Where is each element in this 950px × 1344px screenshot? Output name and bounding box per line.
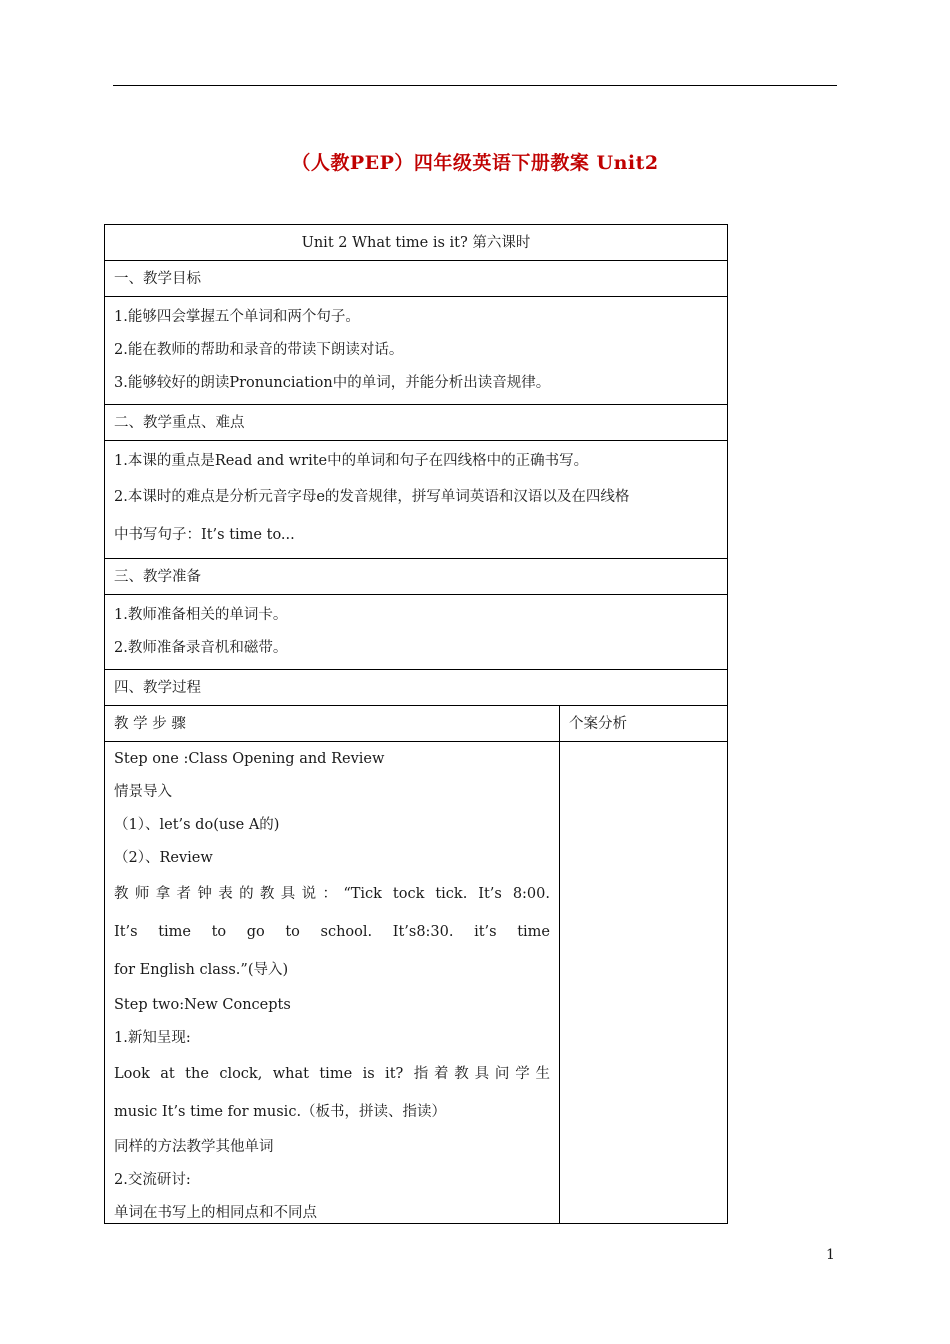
preparation-heading: 三、教学准备 [114, 569, 201, 585]
step-line: 单词在书写上的相同点和不同点 [114, 1205, 317, 1221]
preparation-item: 1.教师准备相关的单词卡。 [114, 607, 288, 623]
step-line: music It’s time for music.（板书，拼读、指读） [114, 1104, 447, 1120]
step-line: 同样的方法教学其他单词 [114, 1139, 274, 1155]
objective-item: 3.能够较好的朗读Pronunciation中的单词，并能分析出读音规律。 [114, 375, 551, 391]
step-line: （2）、Review [114, 850, 213, 866]
lesson-plan-table [104, 224, 728, 1224]
step-line: Step two:New Concepts [114, 997, 291, 1013]
key-points-heading-row [105, 405, 727, 441]
document-title: （人教PEP）四年级英语下册教案 Unit2 [291, 152, 659, 174]
key-point-item: 中书写句子：It’s time to... [114, 527, 295, 543]
key-points-content-row [105, 441, 727, 559]
key-points-heading: 二、教学重点、难点 [114, 415, 245, 431]
objective-item: 2.能在教师的帮助和录音的带读下朗读对话。 [114, 342, 404, 358]
preparation-item: 2.教师准备录音机和磁带。 [114, 640, 288, 656]
analysis-column [560, 742, 727, 1223]
preparation-content-row [105, 595, 727, 670]
step-line: 1.新知呈现: [114, 1030, 191, 1046]
analysis-column-header: 个案分析 [569, 716, 627, 732]
objectives-content-row [105, 297, 727, 405]
key-point-item: 1.本课的重点是Read and write中的单词和句子在四线格中的正确书写。 [114, 453, 589, 469]
objectives-heading-row [105, 261, 727, 297]
lesson-title-row [105, 225, 727, 261]
step-line: Look at the clock, what time is it? 指着教具问学生 [114, 1066, 550, 1082]
header-rule [113, 85, 837, 86]
page-number: 1 [826, 1247, 835, 1263]
step-line: 情景导入 [114, 784, 172, 800]
key-point-item: 2.本课时的难点是分析元音字母e的发音规律，拼写单词英语和汉语以及在四线格 [114, 489, 630, 505]
objectives-heading: 一、教学目标 [114, 271, 201, 287]
objective-item: 1.能够四会掌握五个单词和两个句子。 [114, 309, 360, 325]
step-line: （1）、let’s do(use A的) [114, 817, 280, 833]
process-heading-row [105, 670, 727, 706]
lesson-title: Unit 2 What time is it? 第六课时 [301, 235, 531, 251]
step-line: for English class.”(导入) [114, 962, 289, 978]
process-content-row [105, 742, 727, 1223]
preparation-heading-row [105, 559, 727, 595]
step-line: It’s time to go to school. It’s8:30. it’s time [114, 924, 550, 940]
steps-column-header: 教 学 步 骤 [105, 706, 560, 741]
steps-column [105, 742, 560, 1223]
process-columns-row [105, 706, 727, 742]
step-line: 教师拿者钟表的教具说：“Tick tock tick. It’s 8:00. [114, 886, 550, 902]
step-line: 2.交流研讨: [114, 1172, 191, 1188]
step-line: Step one :Class Opening and Review [114, 751, 385, 767]
process-heading: 四、教学过程 [114, 680, 201, 696]
